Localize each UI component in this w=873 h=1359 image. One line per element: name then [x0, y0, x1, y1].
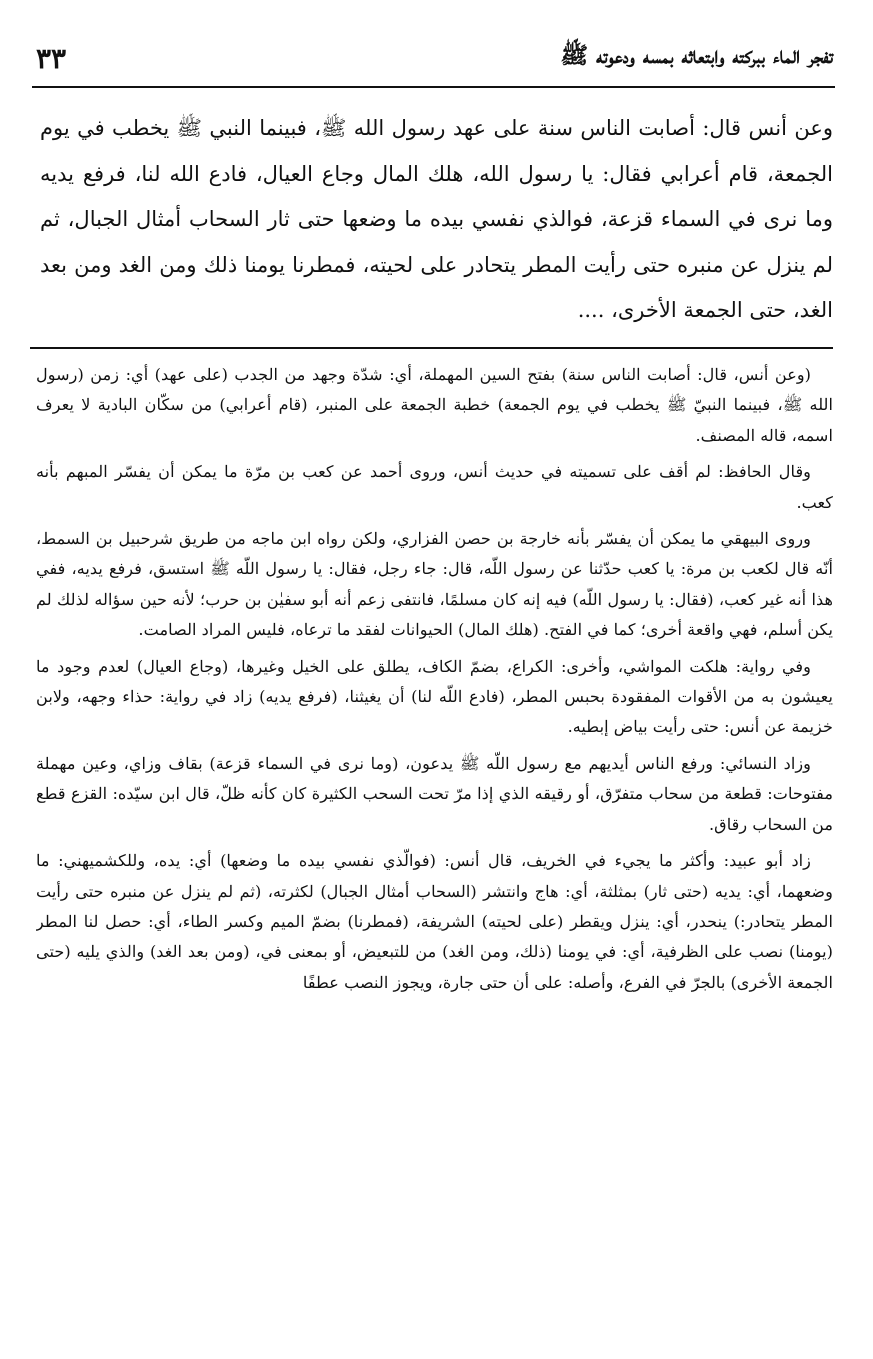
running-title: تفجر الماء ببركته وابتعاثه بمسه ودعوته ﷺ	[560, 42, 833, 69]
commentary-paragraph: (وعن أنس، قال: أصابت الناس سنة) بفتح السين المهملة، أي: شدّة وجهد من الجدب (على عهد) أي: زمن (رسول الله ﷺ، فبينما النبيّ ﷺ يخطب في يوم الجمعة) خطبة الجمعة على المنبر، (قام أعرابي) من سكّان البادية لا يعرف اسمه، قاله المصنف.	[36, 365, 833, 445]
commentary-paragraph: زاد أبو عبيد: وأكثر ما يجيء في الخريف، قال أنس: (فوالّذي نفسي بيده ما وضعها) أي: يده، وللكشميهني: ما وضعهما، أي: يديه (حتى ثار) بمثلثة، أي: هاج وانتشر (السحاب أمثال الجبال) لكثرته، (ثم لم ينزل عن منبره حتى رأيت المطر يتحادر:) ينحدر، أي: ينزل ويقطر (على لحيته) الشريفة، (فمطرنا) بضمّ الميم وكسر الطاء، أي: حصل لنا المطر (يومنا) نصب على الظرفية، أي: في يومنا (ذلك، ومن الغد) من للتبعيض، أو بمعنى في، (ومن بعد الغد) والذي يليه (حتى الجمعة الأخرى) بالجرّ في الفرع، وأصله: على أن حتى جارة، ويجوز النصب عطفًا	[36, 851, 833, 992]
commentary-paragraph: وفي رواية: هلكت المواشي، وأخرى: الكراع، بضمّ الكاف، يطلق على الخيل وغيرها، (وجاع العيال) لعدم وجود ما يعيشون به من الأقوات المفقودة بحبس المطر، (فادع اللّه لنا) أن يغيثنا، (فرفع يديه) زاد في رواية: حذاء وجهه، ولابن خزيمة عن أنس: حتى رأيت بياض إبطيه.	[36, 656, 833, 737]
commentary	[36, 360, 833, 1330]
page-number: ٣٣	[36, 41, 67, 75]
commentary-paragraph: وقال الحافظ: لم أقف على تسميته في حديث أنس، وروى أحمد عن كعب بن مرّة ما يمكن أن يفسّر المبهم بأنه كعب.	[36, 462, 833, 512]
page-header	[36, 30, 833, 86]
commentary-paragraph: وروى البيهقي ما يمكن أن يفسّر بأنه خارجة بن حصن الفزاري، ولكن رواه ابن ماجه من طريق شرحبيل بن السمط، أنّه قال لكعب بن مرة: يا كعب حدّثنا عن رسول اللّه، قال: جاء رجل، فقال: يا رسول اللّه ﷺ استسق، فرفع يديه، ففي هذا أنه غير كعب، (فقال: يا رسول اللّه) فيه إنه كان مسلمًا، فانتفى زعم أنه أبو سفيٰن بن حرب؛ لأنه حين سؤاله لذلك لم يكن أسلم، فهي واقعة أخرى؛ كما في الفتح. (هلك المال) الحيوانات لفقد ما ترعاه، فليس المراد الصامت.	[36, 529, 833, 640]
section-divider	[30, 347, 833, 349]
commentary-paragraph: وزاد النسائي: ورفع الناس أيديهم مع رسول اللّه ﷺ يدعون، (وما نرى في السماء قزعة) بقاف وزاي، وعين مهملة مفتوحات: قطعة من سحاب متفرّق، أو رقيقه الذي إذا مرّ تحت السحب الكثيرة كان كأنه ظلّ، قال ابن سيّده: القزع قطع من السحاب رقاق.	[36, 753, 833, 834]
hadith-text: وعن أنس قال: أصابت الناس سنة على عهد رسول الله ﷺ، فبينما النبي ﷺ يخطب في يوم الجمعة، قام أعرابي فقال: يا رسول الله، هلك المال وجاع العيال، فادع الله لنا، فرفع يديه وما نرى في السماء قزعة، فوالذي نفسي بيده ما وضعها حتى ثار السحاب أمثال الجبال، ثم لم ينزل عن منبره حتى رأيت المطر يتحادر على لحيته، فمطرنا يومنا ذلك ومن الغد ومن بعد الغد، حتى الجمعة الأخرى، ....	[40, 116, 833, 322]
header-rule	[32, 86, 835, 88]
